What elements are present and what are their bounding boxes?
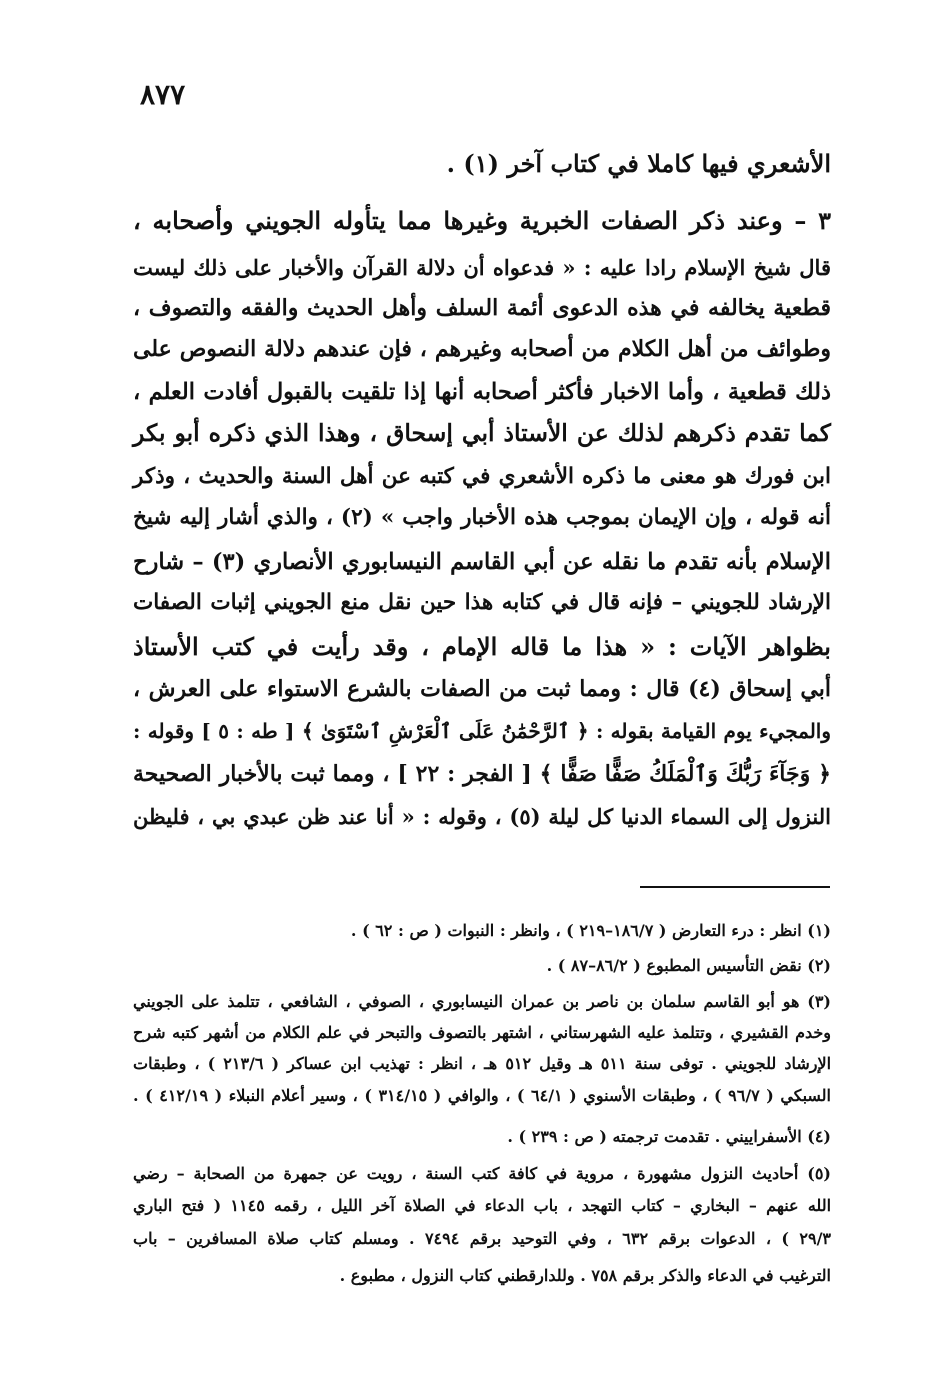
body-line: أنه قوله ، وإن الإيمان بموجب هذه الأخبار واجب » (٢) ، والذي أشار إليه شيخ (133, 505, 831, 530)
body-line: بظواهر الآيات : « هذا ما قاله الإمام ، وقد رأيت في كتب الأستاذ (133, 632, 831, 661)
body-line: ٣ – وعند ذكر الصفات الخبرية وغيرها مما يتأوله الجويني وأصحابه ، (133, 206, 832, 235)
footnote-line: الإرشاد للجويني . توفى سنة ٥١١ هـ وقيل ٥١٢ هـ ، انظر : تهذيب ابن عساكر ( ٢١٣/٦ ) ، وطبقات (133, 1054, 832, 1073)
footnote-line: (٣) هو أبو القاسم سلمان بن ناصر بن عمران النيسابوري ، الصوفي ، الشافعي ، تتلمذ على الجويني (133, 992, 831, 1011)
page-number: ٨٧٧ (140, 78, 186, 111)
body-line: أبي إسحاق (٤) قال : ومما ثبت من الصفات بالشرع الاستواء على العرش ، (133, 676, 831, 702)
footnote-line: وخدم القشيري ، وتتلمذ عليه الشهرستاني ، اشتهر بالتصوف والتبحر في علم الكلام من أشهر كتبه شرح (133, 1023, 831, 1042)
body-line: الإسلام بأنه تقدم ما نقله عن أبي القاسم النيسابوري الأنصاري (٣) – شارح (133, 549, 831, 575)
footnote-line: (٤) الأسفراييني . تقدمت ترجمته ( ص : ٢٣٩ ) . (507, 1127, 831, 1146)
body-line: وطوائف من أهل الكلام من أصحابه وغيرهم ، فإن عندهم دلالة النصوص على (133, 336, 831, 362)
body-line: ذلك قطعية ، وأما الاخبار فأكثر أصحابه أنها إذا تلقيت بالقبول أفادت العلم ، (133, 379, 831, 405)
footnote-line: ٢٩/٣ ) ، الدعوات برقم ٦٣٢ ، وفي التوحيد برقم ٧٤٩٤ . ومسلم كتاب صلاة المسافرين – باب (133, 1229, 831, 1248)
footnote-line: الترغيب في الدعاء والذكر برقم ٧٥٨ . وللدارقطني كتاب النزول ، مطبوع . (339, 1266, 831, 1285)
footnote-line: (٥) أحاديث النزول مشهورة ، مروية في كافة كتب السنة ، رويت عن جمهرة من الصحابة – رضي (133, 1164, 831, 1183)
body-line: كما تقدم ذكرهم لذلك عن الأستاذ أبي إسحاق ، وهذا الذي ذكره أبو بكر (133, 419, 831, 447)
body-line: قال شيخ الإسلام رادا عليه : « فدعواه أن دلالة القرآن والأخبار على ذلك ليست (133, 255, 831, 280)
footnote-line: الله عنهم – البخاري – كتاب التهجد ، باب الدعاء في الصلاة آخر الليل ، رقمه ١١٤٥ ( فتح الباري (133, 1196, 832, 1215)
footnote-line: السبكي ( ٩٦/٧ ) ، وطبقات الأسنوي ( ٦٤/١ ) ، والوافي ( ٣١٤/١٥ ) ، وسير أعلام النبلاء ( ٤١٢/١٩ ) . (133, 1086, 832, 1105)
body-line: الأشعري فيها كاملا في كتاب آخر (١) . (446, 149, 831, 178)
body-line: النزول إلى السماء الدنيا كل ليلة (٥) ، وقوله : « أنا عند ظن عبدي بي ، فليظن (133, 804, 831, 829)
body-line: ابن فورك هو معنى ما ذكره الأشعري في كتبه عن أهل السنة والحديث ، وذكر (133, 464, 831, 489)
body-line: قطعية يخالفه في هذه الدعوى أئمة السلف وأهل الحديث والفقه والتصوف ، (133, 295, 831, 321)
footnote-line: (١) انظر : درء التعارض ( ١٨٦/٧–٢١٩ ) ، وانظر : النبوات ( ص : ٦٢ ) . (350, 921, 831, 940)
body-line: ﴿ وَجَآءَ رَبُّكَ وَٱلْمَلَكُ صَفًّا صَفًّا ﴾ [ الفجر : ٢٢ ] ، ومما ثبت بالأخبار الصحيحة (133, 761, 831, 787)
footnote-separator (640, 886, 830, 888)
body-line: الإرشاد للجويني – فإنه قال في كتابه هذا حين نقل منع الجويني إثبات الصفات (133, 590, 831, 615)
footnote-line: (٢) نقض التأسيس المطبوع ( ٨٦/٢–٨٧ ) . (546, 956, 831, 975)
body-line: والمجيء يوم القيامة بقوله : ﴿ ٱلرَّحْمَٰنُ عَلَى ٱلْعَرْشِ ٱسْتَوَىٰ ﴾ [ طه : ٥ ] وقوله : (133, 719, 832, 743)
